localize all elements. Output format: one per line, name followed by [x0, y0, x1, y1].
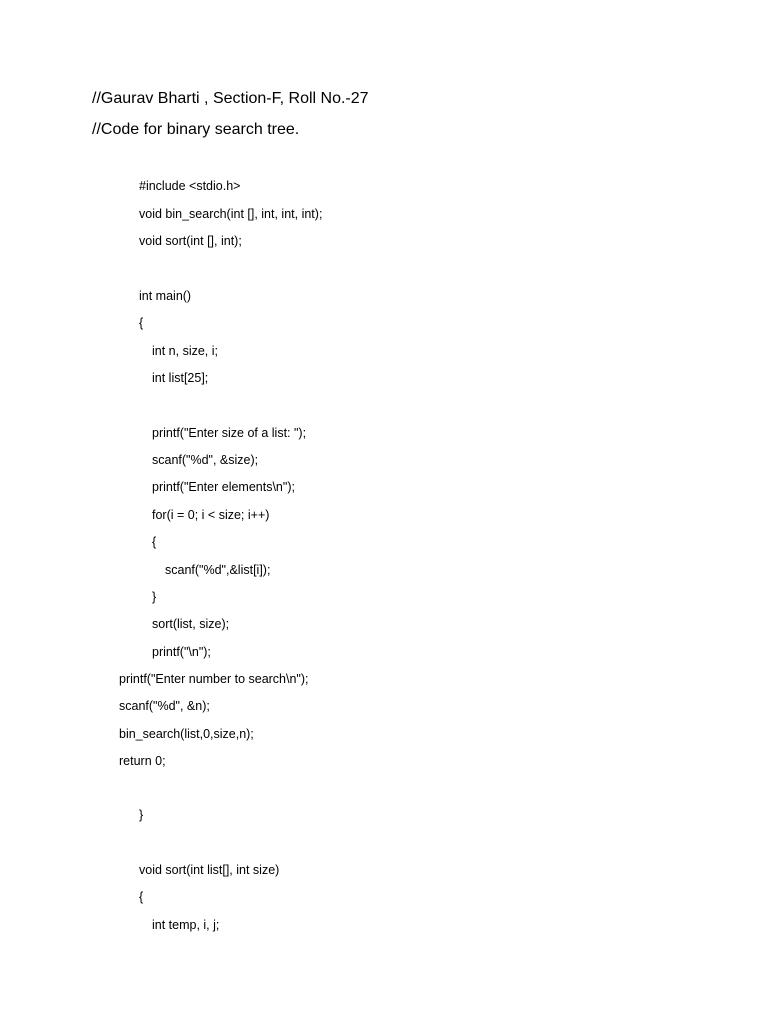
code-line: { [139, 316, 144, 330]
code-line: int temp, i, j; [152, 918, 220, 932]
code-line: printf("Enter elements\n"); [152, 480, 295, 494]
code-line: printf("\n"); [152, 645, 211, 659]
code-line: scanf("%d",&list[i]); [165, 563, 271, 577]
code-line: #include <stdio.h> [139, 179, 241, 193]
code-line: scanf("%d", &n); [119, 699, 210, 713]
code-line: printf("Enter size of a list: "); [152, 426, 307, 440]
author-heading: //Gaurav Bharti , Section-F, Roll No.-27 [92, 90, 369, 107]
code-line: void sort(int [], int); [139, 234, 242, 248]
code-line: printf("Enter number to search\n"); [119, 672, 309, 686]
code-line: int list[25]; [152, 371, 209, 385]
code-line: } [139, 808, 144, 822]
code-line: void sort(int list[], int size) [139, 863, 280, 877]
code-line: return 0; [119, 754, 166, 768]
code-line: } [152, 590, 157, 604]
code-line: bin_search(list,0,size,n); [119, 727, 254, 741]
code-line: int main() [139, 289, 192, 303]
code-line: scanf("%d", &size); [152, 453, 259, 467]
code-line: { [152, 535, 157, 549]
code-line: for(i = 0; i < size; i++) [152, 508, 270, 522]
code-line: { [139, 890, 144, 904]
code-line: sort(list, size); [152, 617, 230, 631]
title-heading: //Code for binary search tree. [92, 121, 300, 138]
code-line: void bin_search(int [], int, int, int); [139, 207, 323, 221]
code-line: int n, size, i; [152, 344, 218, 358]
